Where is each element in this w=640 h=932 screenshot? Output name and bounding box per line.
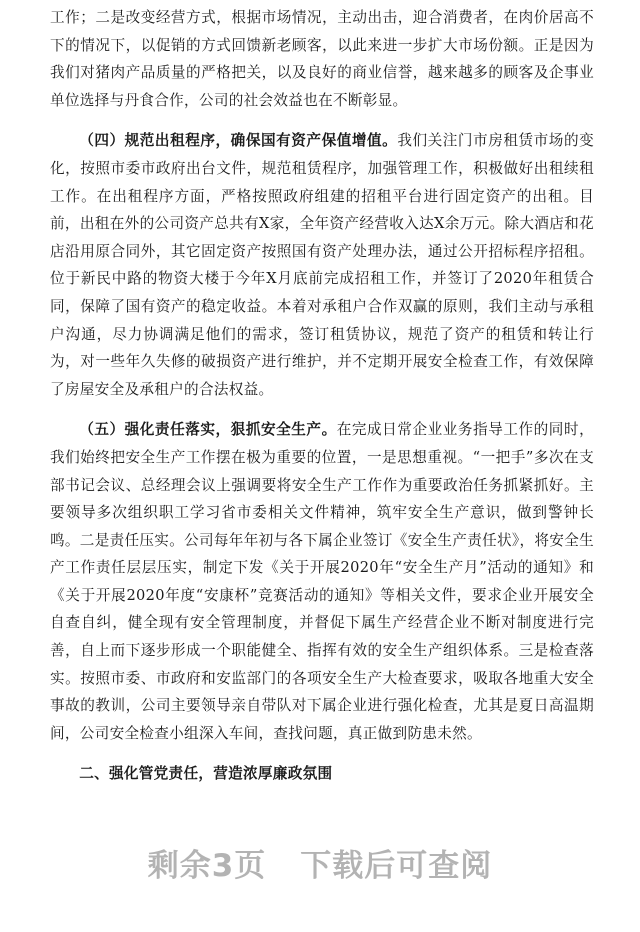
remaining-pages-text: 剩余3页 <box>147 848 267 884</box>
paragraph-spacer <box>50 747 594 760</box>
section-5-paragraph <box>50 416 594 747</box>
paragraph-spacer <box>50 114 594 127</box>
continued-paragraph <box>50 4 594 114</box>
section-heading-2: 二、强化管党责任，营造浓厚廉政氛围 <box>79 765 333 783</box>
download-banner[interactable] <box>0 846 640 886</box>
section-5-title: （五）强化责任落实，狠抓安全生产。 <box>79 421 337 439</box>
section-5-body: 在完成日常企业业务指导工作的同时，我们始终把安全生产工作摆在极为重要的位置，一是思想重视。“一把手”多次在支部书记会议、总经理会议上强调要将安全生产工作作为重要政治任务抓紧抓好。主要领导多次组织职工学习省市委相关文件精神，筑牢安全生产意识，做到警钟长鸣。二是责任压实。公司每年年初与各下属企业签订《安全生产责任状》，将安全生产工作责任层层压实，制定下发《关于开展2020年“安全生产月”活动的通知》和《关于开展2020年度“安康杯”竞赛活动的通知》等相关文件，要求企业开展安全自查自纠，健全现有安全管理制度，并督促下属生产经营企业不断对制度进行完善，自上而下逐步形成一个职能健全、指挥有效的安全生产组织体系。三是检查落实。按照市委、市政府和安监部门的各项安全生产大检查要求，吸取各地重大安全事故的教训，公司主要领导亲自带队对下属企业进行强化检查，尤其是夏日高温期间，公司安全检查小组深入车间，查找问题，真正做到防患未然。 <box>50 421 594 742</box>
section-4-body: 我们关注门市房租赁市场的变化，按照市委市政府出台文件，规范租赁程序，加强管理工作，积极做好出租续租工作。在出租程序方面，严格按照政府组建的招租平台进行固定资产的出租。目前，出租在外的公司资产总共有X家，全年资产经营收入达X余万元。除大酒店和花店沿用原合同外，其它固定资产按照国有资产处理办法，通过公开招标程序招租。位于新民中路的物资大楼于今年X月底前完成招租工作，并签订了2020年租赁合同，保障了国有资产的稳定收益。本着对承租户合作双赢的原则，我们主动与承租户沟通，尽力协调满足他们的需求，签订租赁协议，规范了资产的租赁和转让行为，对一些年久失修的破损资产进行维护，并不定期开展安全检查工作，有效保障了房屋安全及承租户的合法权益。 <box>50 132 594 398</box>
section-4-title: （四）规范出租程序，确保国有资产保值增值。 <box>79 132 398 150</box>
paragraph-spacer <box>50 403 594 416</box>
continued-paragraph-text: 工作；二是改变经营方式，根据市场情况，主动出击，迎合消费者，在肉价居高不下的情况下，以促销的方式回馈新老顾客，以此来进一步扩大市场份额。正是因为我们对猪肉产品质量的严格把关，以及良好的商业信誉，越来越多的顾客及企事业单位选择与丹食合作，公司的社会效益也在不断彰显。 <box>50 9 594 109</box>
section-4-paragraph <box>50 127 594 403</box>
download-to-view-text: 下载后可查阅 <box>300 848 493 884</box>
